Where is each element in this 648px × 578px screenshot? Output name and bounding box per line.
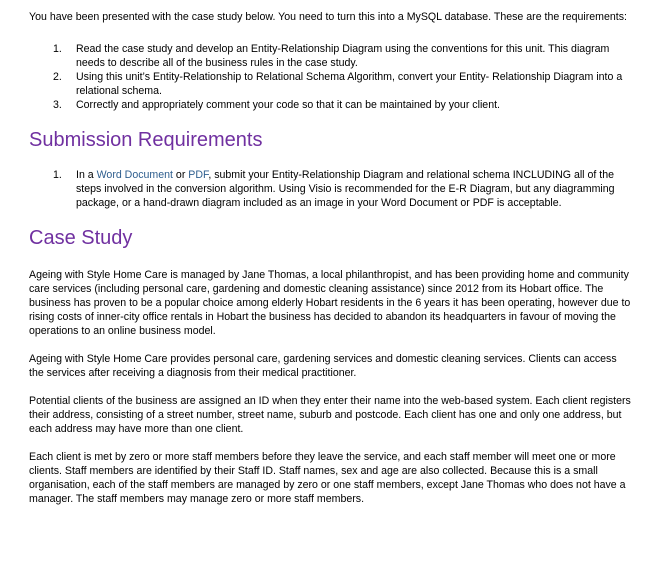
pdf-link[interactable]: PDF — [188, 169, 209, 181]
submission-prefix: In a — [76, 169, 97, 181]
case-study-heading: Case Study — [29, 227, 133, 249]
case-study-paragraph: Each client is met by zero or more staff members before they leave the service, and each staff member will meet one or more clients. Staff members are identified by their Staff ID. Staff names, sex and age are also collected. Because this is a small organisation, each of the staff members are managed by zero or one staff members, except Jane Thomas who does not have a manager. The staff members may manage zero or more staff members. — [29, 451, 626, 505]
submission-heading: Submission Requirements — [29, 129, 263, 151]
submission-list — [29, 168, 634, 210]
list-item-number: 1. — [53, 169, 62, 181]
case-study-paragraph: Ageing with Style Home Care is managed by Jane Thomas, a local philanthropist, and has been providing home and community care services (including personal care, gardening and domestic cleaning assistance) since 2012 from its Hobart office. The business has proven to be a popular choice among elderly Hobart residents in the 6 years it has been operating, however due to rising costs of inner-city office rentals in Hobart the business has decided to abandon its headquarters in favour of moving the operations to an online business model. — [29, 269, 631, 337]
submission-or: or — [172, 169, 189, 181]
case-study-paragraph: Ageing with Style Home Care provides personal care, gardening services and domestic cleaning services. Clients can access the services after receiving a diagnosis from their medical practitioner. — [29, 353, 617, 379]
list-item — [29, 70, 634, 98]
list-item — [29, 98, 634, 112]
list-item-text: Correctly and appropriately comment your code so that it can be maintained by your client. — [76, 99, 500, 111]
list-item-text: Read the case study and develop an Entity-Relationship Diagram using the conventions for this unit. This diagram needs to describe all of the business rules in the case study. — [76, 43, 610, 69]
word-document-link[interactable]: Word Document — [96, 169, 173, 181]
intro-paragraph: You have been presented with the case study below. You need to turn this into a MySQL database. These are the requirements: — [29, 11, 627, 23]
list-item — [29, 168, 634, 210]
list-item-number: 2. — [53, 71, 62, 83]
list-item — [29, 42, 634, 70]
document-page — [29, 10, 634, 506]
list-item-text: Using this unit’s Entity-Relationship to Relational Schema Algorithm, convert your Entity- Relationship Diagram into a relational schema. — [76, 71, 623, 97]
list-item-number: 3. — [53, 99, 62, 111]
requirements-list — [29, 42, 634, 112]
case-study-paragraph: Potential clients of the business are assigned an ID when they enter their name into the web-based system. Each client registers their address, consisting of a street number, street name, suburb and postcode. Each client has one and only one address, but each address may have more than one client. — [29, 395, 631, 435]
list-item-number: 1. — [53, 43, 62, 55]
submission-text: , submit your Entity-Relationship Diagram and relational schema INCLUDING all of the steps involved in the conversion algorithm. Using Visio is recommended for the E-R Diagram, but any diagramming package, or a hand-drawn diagram included as an image in your Word Document or PDF is acceptable. — [76, 169, 615, 209]
